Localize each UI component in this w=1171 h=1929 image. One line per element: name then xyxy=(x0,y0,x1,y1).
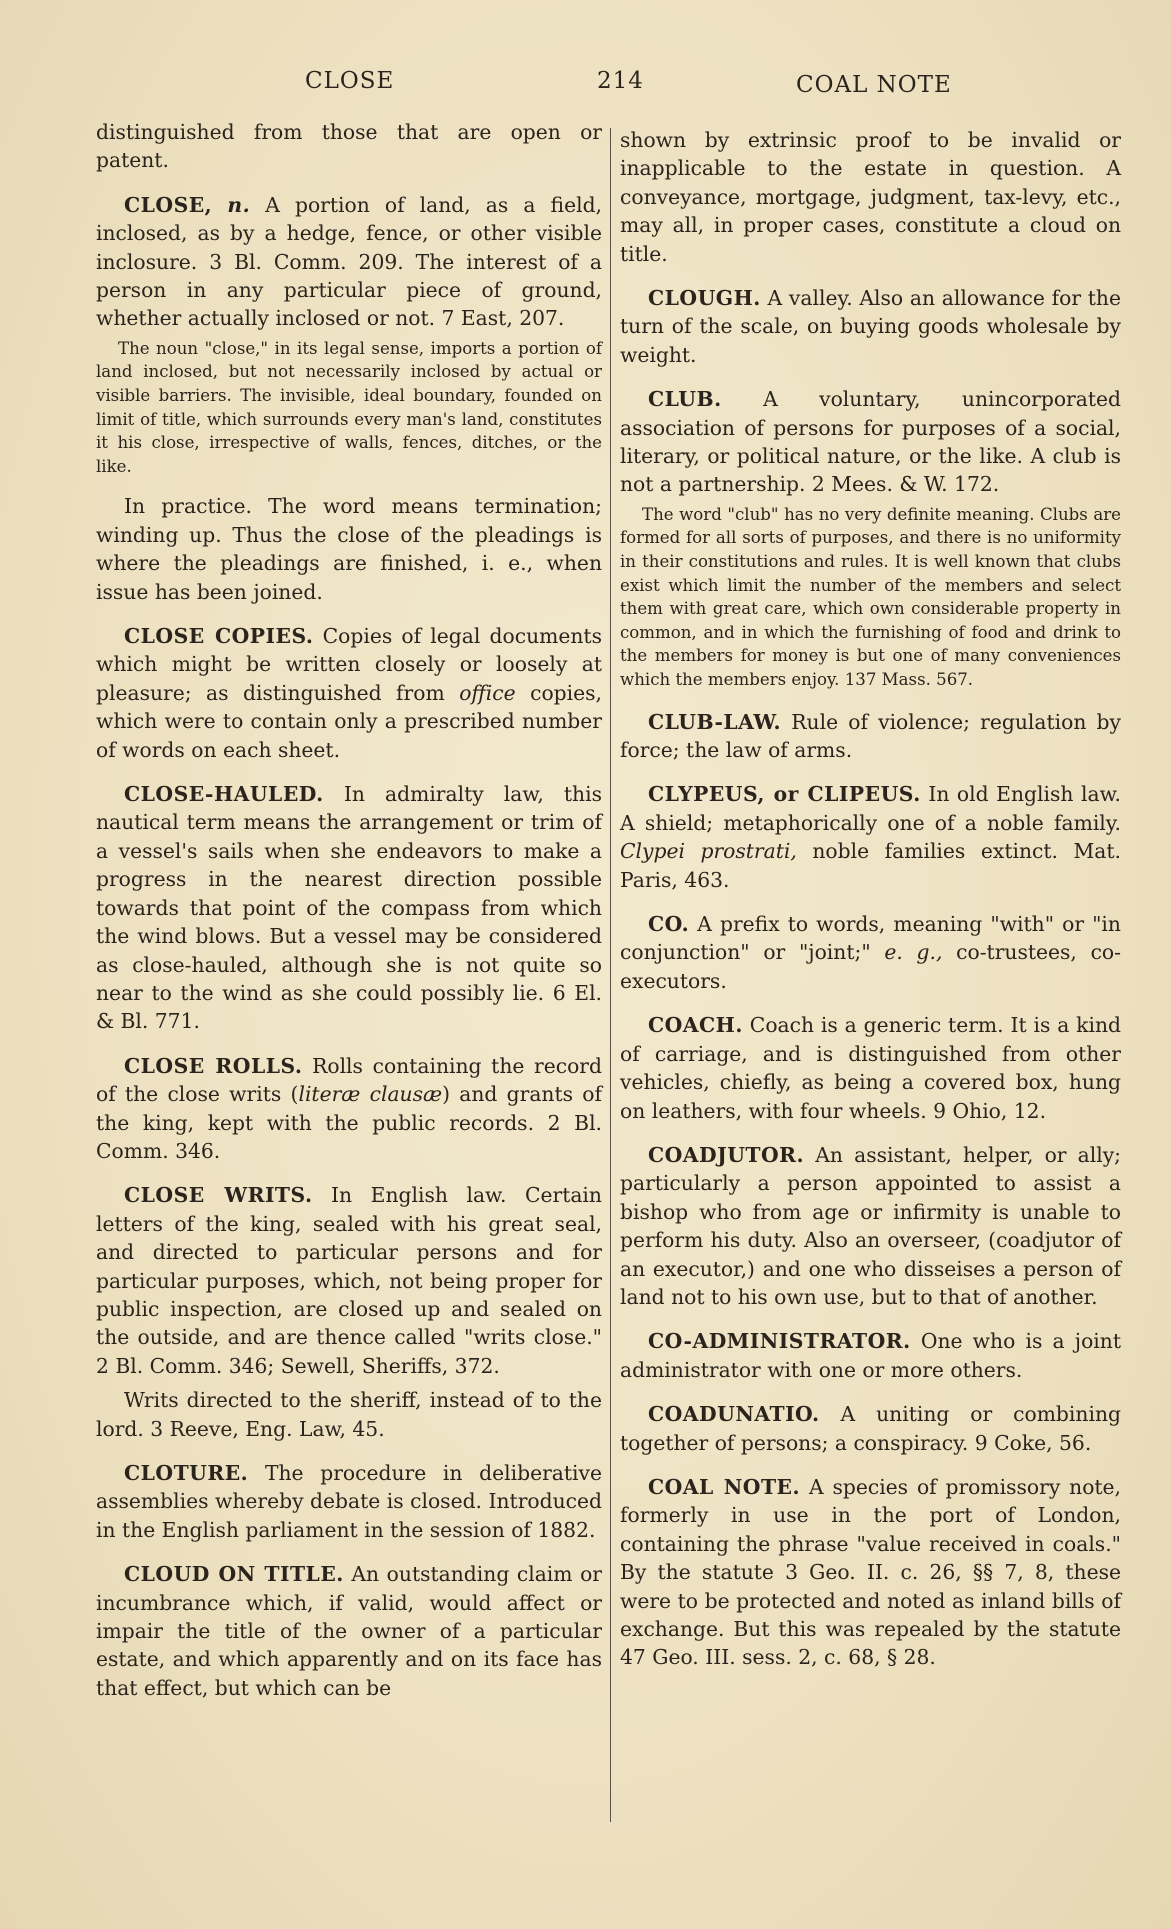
entry-close-copies xyxy=(96,622,602,764)
definition-cont: copies, which were to contain only a prescribed number of words on each sheet. xyxy=(96,680,603,762)
italic-term: Clypei prostrati, xyxy=(620,839,797,864)
italic-term: office xyxy=(459,680,516,705)
definition: Coach is a generic term. It is a kind of carriage, and is distinguished from other vehicles, chiefly, as being a covered box, hung on leathers, with four wheels. 9 Ohio, 12. xyxy=(620,1013,1122,1123)
headword: CLOSE-HAULED. xyxy=(124,782,324,807)
headword: CLUB-LAW. xyxy=(648,709,782,734)
headword: CO. xyxy=(648,912,690,937)
definition: A voluntary, unincorporated association of persons for purposes of a social, literary, or political nature, or the like. A club is not a partnership. 2 Mees. & W. 172. xyxy=(620,387,1121,497)
entry-close xyxy=(96,191,602,606)
definition: The procedure in deliberative assemblies whereby debate is closed. Introduced in the English parliament in the session of 1882. xyxy=(96,1461,602,1542)
headword: CLOTURE. xyxy=(124,1461,249,1485)
continued-entry xyxy=(620,126,1121,268)
definition: Copies of legal documents which might be written closely or loosely at pleasure; as distinguished from xyxy=(96,624,602,705)
entry-cloud-on-title xyxy=(96,1560,602,1702)
headword: CLOSE WRITS. xyxy=(124,1183,313,1208)
continuation-text: distinguished from those that are open or patent. xyxy=(96,120,602,173)
headword: CLOSE, xyxy=(124,192,213,217)
entry-co xyxy=(620,910,1121,995)
left-column xyxy=(96,118,602,1718)
italic-term: e. g., xyxy=(884,940,943,965)
definition: An assistant, helper, or ally; particularly a person appointed to assist a bishop who from age or infirmity is unable to perform his duty. Also an overseer, (coadjutor of an executor,) and one who disseises a person of land not to his own use, but to that of another. xyxy=(620,1142,1121,1309)
entry-close-hauled xyxy=(96,780,602,1036)
entry-coadjutor xyxy=(620,1141,1121,1311)
entry-clough xyxy=(620,284,1121,369)
headword: CLYPEUS, or CLIPEUS. xyxy=(648,782,921,807)
definition: Rolls containing the record of the close writs ( xyxy=(96,1053,602,1107)
headword: COACH. xyxy=(648,1013,743,1038)
entry-coal-note xyxy=(620,1473,1121,1672)
headword: COADJUTOR. xyxy=(648,1142,805,1167)
definition: An outstanding claim or incumbrance which, if valid, would affect or impair the title of the owner of a particular estate, and which apparently and on its face has that effect, but which can be xyxy=(96,1562,602,1700)
definition-cont: ) and grants of the king, kept with the public records. 2 Bl. Comm. 346. xyxy=(96,1082,603,1163)
headword: COADUNATIO. xyxy=(648,1402,820,1427)
entry-club xyxy=(620,385,1121,691)
entry-close-writs xyxy=(96,1181,602,1443)
header-left-guide-word: CLOSE xyxy=(305,68,395,94)
definition: A uniting or combining together of persons; a conspiracy. 9 Coke, 56. xyxy=(620,1402,1121,1455)
sub-definition: In practice. The word means termination; winding up. Thus the close of the pleadings is where the pleadings are finished, i. e., when issue has been joined. xyxy=(96,494,602,604)
entry-close-rolls xyxy=(96,1052,602,1166)
headword: CO-ADMINISTRATOR. xyxy=(648,1329,911,1354)
definition: A prefix to words, meaning "with" or "in conjunction" or "joint;" xyxy=(620,912,1121,965)
part-of-speech: n. xyxy=(227,192,251,217)
definition: A portion of land, as a field, inclosed, as by a hedge, fence, or other visible inclosure. 3 Bl. Comm. 209. The interest of a person in any particular piece of ground, whether actually inclosed or not. 7 East, 207. xyxy=(96,192,603,331)
right-column xyxy=(620,126,1121,1688)
usage-note: The word "club" has no very definite meaning. Clubs are formed for all sorts of purposes, and there is no uniformity in their constitutions and rules. It is well known that clubs exist which limit the number of the members and select them with great care, which own considerable property in common, and in which the furnishing of food and drink to the members for money is but one of many conveniences which the members enjoy. 137 Mass. 567. xyxy=(620,504,1121,690)
headword: CLOUGH. xyxy=(648,286,761,311)
headword: COAL NOTE. xyxy=(648,1474,801,1499)
headword: CLOUD ON TITLE. xyxy=(124,1562,344,1587)
headword: CLOSE COPIES. xyxy=(124,624,314,649)
entry-club-law xyxy=(620,708,1121,765)
definition: In English law. Certain letters of the king, sealed with his great seal, and directed to particular persons and for particular purposes, which, not being proper for public inspection, are closed up and sealed on the outside, and are thence called "writs close." 2 Bl. Comm. 346; Sewell, Sheriffs, 372. xyxy=(96,1183,602,1378)
definition: A valley. Also an allowance for the turn of the scale, on buying goods wholesale by weight. xyxy=(620,286,1121,367)
definition-cont: noble families extinct. Mat. Paris, 463. xyxy=(620,839,1121,892)
definition-cont: co-trustees, co-executors. xyxy=(620,940,1121,993)
entry-co-administrator xyxy=(620,1327,1121,1384)
definition: One who is a joint administrator with one or more others. xyxy=(620,1329,1121,1382)
running-header xyxy=(0,68,1171,102)
header-right-guide-word: COAL NOTE xyxy=(796,72,952,98)
entry-cloture xyxy=(96,1459,602,1544)
headword: CLUB. xyxy=(648,387,722,412)
definition: A species of promissory note, formerly in use in the port of London, containing the phrase "value received in coals." By the statute 3 Geo. II. c. 26, §§ 7, 8, these were to be protected and noted as inland bills of exchange. But this was repealed by the statute 47 Geo. III. sess. 2, c. 68, § 28. xyxy=(620,1474,1122,1670)
usage-note: The noun "close," in its legal sense, imports a portion of land inclosed, but not necessarily inclosed by actual or visible barriers. The invisible, ideal boundary, founded on limit of title, which surrounds every man's land, constitutes it his close, irrespective of walls, fences, ditches, or the like. xyxy=(96,338,602,476)
column-divider xyxy=(610,128,611,1822)
entry-coadunatio xyxy=(620,1400,1121,1457)
entry-clypeus xyxy=(620,780,1121,894)
sub-definition: Writs directed to the sheriff, instead of to the lord. 3 Reeve, Eng. Law, 45. xyxy=(96,1388,602,1441)
italic-term: literæ clausæ xyxy=(298,1082,443,1107)
definition: Rule of violence; regulation by force; the law of arms. xyxy=(620,709,1121,763)
definition: In admiralty law, this nautical term means the arrangement or trim of a vessel's sails when she endeavors to make a progress in the nearest direction possible towards that point of the compass from which the wind blows. But a vessel may be considered as close-hauled, although she is not quite so near to the wind as she could possibly lie. 6 El. & Bl. 771. xyxy=(96,782,603,1034)
continuation-text: shown by extrinsic proof to be invalid or inapplicable to the estate in question. A conveyance, mortgage, judgment, tax-levy, etc., may all, in proper cases, constitute a cloud on title. xyxy=(620,128,1121,266)
headword: CLOSE ROLLS. xyxy=(124,1053,303,1078)
entry-coach xyxy=(620,1011,1121,1125)
continued-entry xyxy=(96,118,602,175)
page-number: 214 xyxy=(597,68,644,94)
definition: In old English law. A shield; metaphorically one of a noble family. xyxy=(620,782,1121,835)
